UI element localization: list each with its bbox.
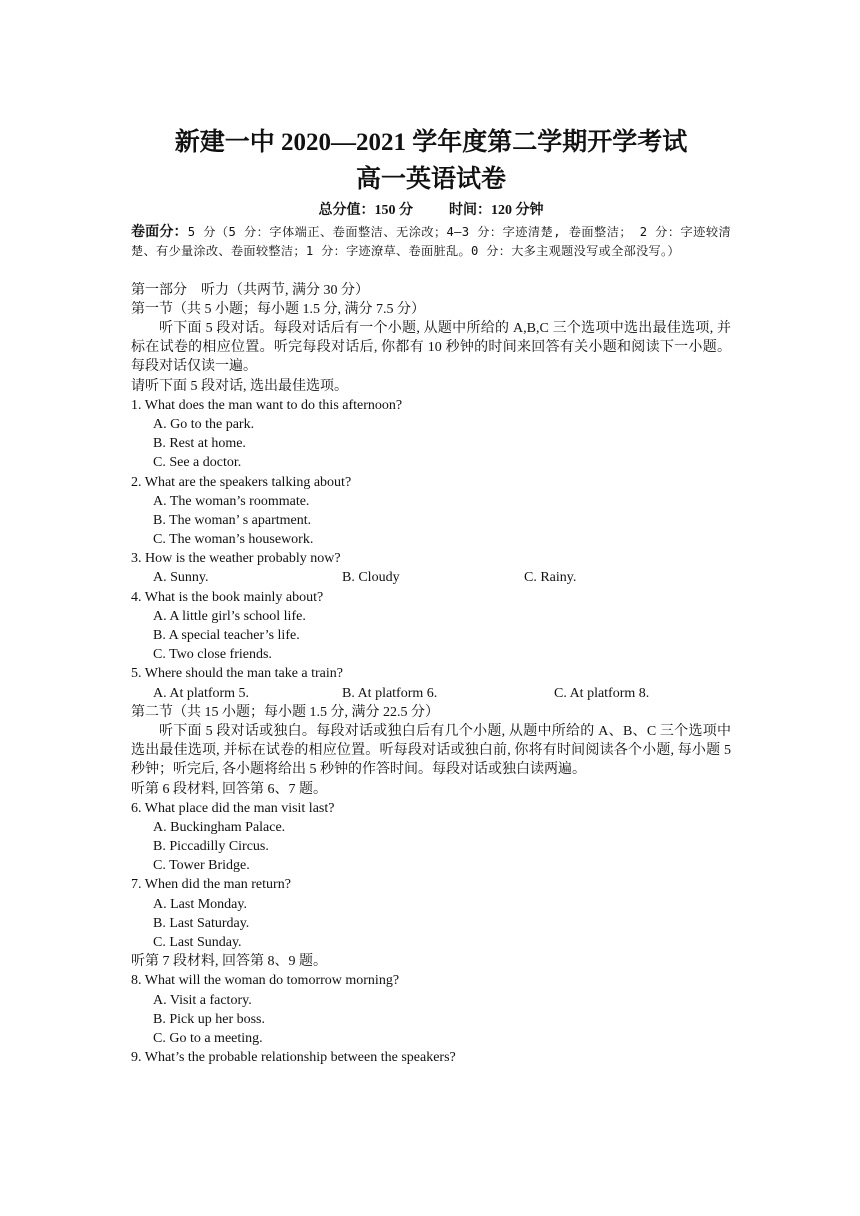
q2-option-c: C. The woman’s housework. [153,532,314,548]
q3-option-c: C. Rainy. [524,570,577,586]
exam-meta [131,201,731,220]
question-2: 2. What are the speakers talking about? [131,474,352,490]
material-7-prompt: 听第 7 段材料, 回答第 8、9 题。 [131,954,327,970]
neatness-rules [131,223,731,281]
part1-heading: 第一部分 听力（共两节, 满分 30 分） [131,282,369,298]
q5-option-b: B. At platform 6. [342,685,438,701]
q5-option-a: A. At platform 5. [153,685,250,701]
q8-option-b: B. Pick up her boss. [153,1011,265,1027]
q1-option-b: B. Rest at home. [153,436,246,452]
exam-time: 时间：120 分钟 [449,203,544,218]
q7-option-a: A. Last Monday. [153,896,247,912]
q3-option-b: B. Cloudy [342,570,400,586]
neatness-text: 5 分（5 分：字体端正、卷面整洁、无涂改；4—3 分：字迹清楚, 卷面整洁； 2 分：字迹较清楚、有少量涂改、卷面较整洁；1 分：字迹潦草、卷面脏乱。0 分：大多主观题没写或全部没写。） [131,225,731,259]
question-4: 4. What is the book mainly about? [131,589,324,605]
question-6: 6. What place did the man visit last? [131,800,335,816]
section2-instruction: 听下面 5 段对话或独白。每段对话或独白后有几个小题, 从题中所给的 A、B、C 三个选项中选出最佳选项, 并标在试卷的相应位置。听每段对话或独白前, 你将有时间阅读各个小题, 每小题 5 秒钟；听完后, 各小题将给出 5 秒钟的作答时间。每段对话或独白读两遍。 [131,723,731,778]
q6-option-a: A. Buckingham Palace. [153,819,286,835]
q7-option-c: C. Last Sunday. [153,935,242,951]
material-6-prompt: 听第 6 段材料, 回答第 6、7 题。 [131,781,327,797]
q6-option-b: B. Piccadilly Circus. [153,839,269,855]
q2-option-b: B. The woman’ s apartment. [153,512,312,528]
q4-option-b: B. A special teacher’s life. [153,628,300,643]
question-7: 7. When did the man return? [131,877,291,893]
q8-option-c: C. Go to a meeting. [153,1030,263,1046]
q1-option-a: A. Go to the park. [153,416,255,432]
total-score: 总分值：150 分 [318,203,413,218]
exam-body [131,223,731,1067]
question-1: 1. What does the man want to do this afternoon? [131,397,403,413]
section1-heading: 第一节（共 5 小题；每小题 1.5 分, 满分 7.5 分） [131,301,425,317]
q6-option-c: C. Tower Bridge. [153,858,250,874]
neatness-label: 卷面分： [131,225,188,240]
q1-option-c: C. See a doctor. [153,455,242,471]
q2-option-a: A. The woman’s roommate. [153,493,310,509]
question-8: 8. What will the woman do tomorrow morning? [131,973,400,989]
q8-option-a: A. Visit a factory. [153,992,252,1008]
question-9: 9. What’s the probable relationship between the speakers? [131,1050,456,1066]
q5-options [131,684,731,703]
section2-heading: 第二节（共 15 小题；每小题 1.5 分, 满分 22.5 分） [131,704,439,720]
q3-option-a: A. Sunny. [153,570,209,586]
q4-option-c: C. Two close friends. [153,647,272,663]
exam-title: 新建一中 2020—2021 学年度第二学期开学考试 [174,129,688,156]
section1-instruction: 听下面 5 段对话。每段对话后有一个小题, 从题中所给的 A,B,C 三个选项中选出最佳选项, 并标在试卷的相应位置。听完每段对话后, 你都有 10 秒钟的时间来回答有关小题和阅读下一小题。每段对话仅读一遍。 [131,320,731,375]
q4-option-a: A. A little girl’s school life. [153,608,306,624]
question-5: 5. Where should the man take a train? [131,666,343,682]
q7-option-b: B. Last Saturday. [153,915,250,931]
section1-prompt: 请听下面 5 段对话, 选出最佳选项。 [131,378,348,394]
q5-option-c: C. At platform 8. [554,685,650,701]
question-3: 3. How is the weather probably now? [131,551,341,567]
exam-subtitle: 高一英语试卷 [355,166,506,193]
q3-options [131,568,731,587]
